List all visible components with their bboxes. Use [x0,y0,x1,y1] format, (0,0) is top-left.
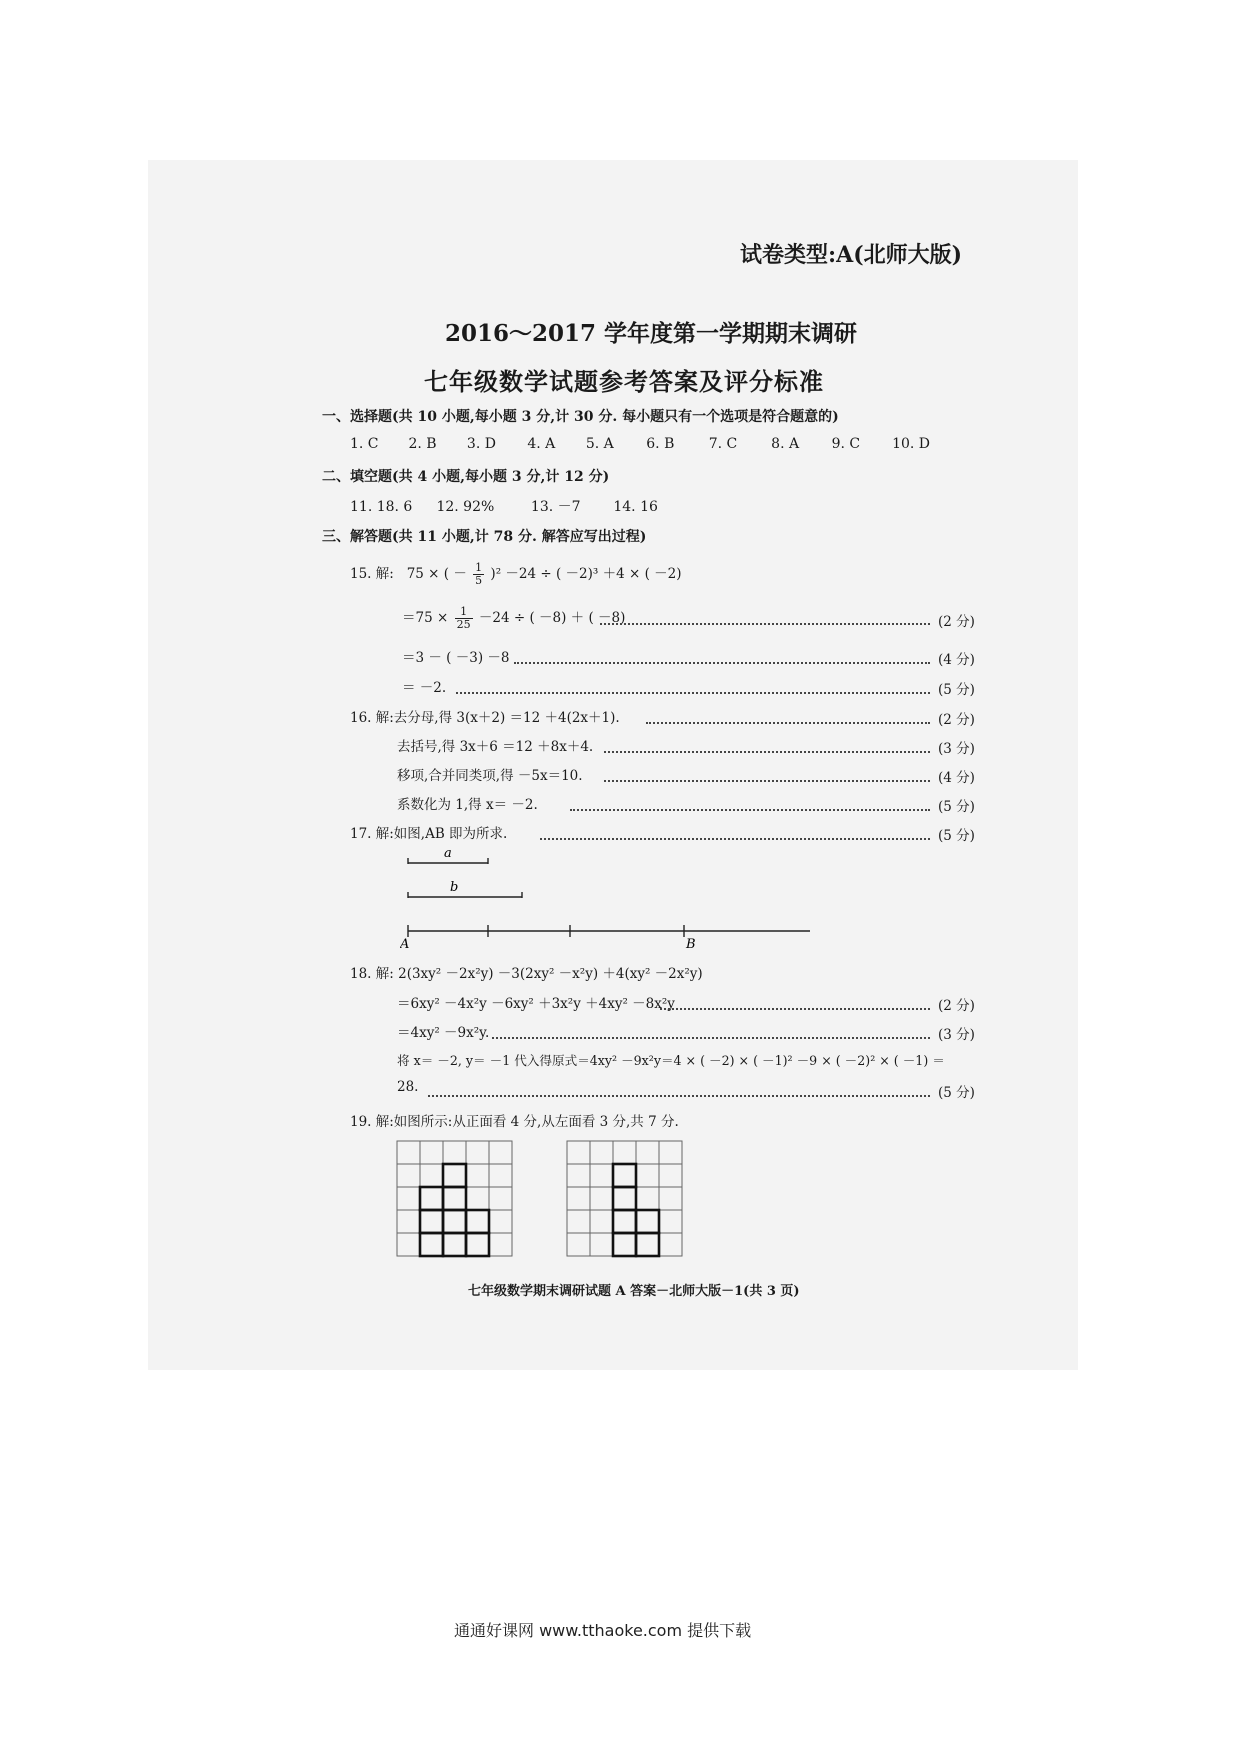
section1-heading: 一、选择题(共 10 小题,每小题 3 分,计 30 分. 每小题只有一个选项是符合题意的) [322,409,839,425]
score-label: (3 分) [938,1027,975,1043]
answer-item: 12. 92% [436,499,495,515]
q15-prefix: 15. 解: [350,566,394,582]
fraction [455,606,473,631]
answer-item: 7. C [708,436,738,452]
site-credit: 通通好课网 www.tthaoke.com 提供下载 [454,1621,752,1640]
fraction [473,562,484,587]
q16-step3: 移项,合并同类项,得 －5x＝10. [397,768,583,784]
score-label: (2 分) [938,998,975,1014]
q18-step1: 18. 解: 2(3xy² －2x²y) －3(2xy² －x²y) ＋4(xy² －2x²y) [350,966,703,982]
exam-title-line1: 2016～2017 学年度第一学期期末调研 [445,320,858,347]
left-view-grid [566,1140,686,1258]
dot-leader [456,692,930,694]
q15-step1 [402,606,625,631]
q17-segment-diagram [400,845,840,950]
answer-item: 10. D [892,436,931,452]
q15-step1-b: －24 ÷ ( －8) ＋ ( －8) [478,610,626,626]
label-b: b [450,880,459,895]
front-view-shape [420,1164,489,1256]
section3-heading: 三、解答题(共 11 小题,计 78 分. 解答应写出过程) [322,529,647,545]
dot-leader [646,722,930,724]
q16-step4: 系数化为 1,得 x＝ －2. [397,797,538,813]
section2-heading: 二、填空题(共 4 小题,每小题 3 分,计 12 分) [322,469,610,485]
fraction-denominator: 5 [475,574,483,587]
q15-expression [350,562,681,587]
grid-border [397,1141,512,1256]
q16-step1: 16. 解:去分母,得 3(x＋2) ＝12 ＋4(2x＋1). [350,710,620,726]
q19-step1: 19. 解:如图所示:从正面看 4 分,从左面看 3 分,共 7 分. [350,1114,679,1130]
q15-step2: ＝3 － ( －3) －8 [402,650,510,666]
score-label: (5 分) [938,1085,975,1101]
answer-item: 5. A [585,436,614,452]
section2-answers [350,496,673,516]
section1-answers [350,436,942,452]
q18-step4: 将 x＝ －2, y＝ －1 代入得原式＝4xy² －9x²y＝4 × ( －2) × ( －1)² －9 × ( －2)² × ( －1) ＝ [397,1053,945,1068]
score-label: (2 分) [938,614,975,630]
answer-item: 11. 18. 6 [350,499,413,515]
answer-item: 6. B [646,436,675,452]
dot-leader [492,1037,930,1039]
fraction-numerator: 1 [455,606,473,619]
q18-step3: ＝4xy² －9x²y. [397,1025,490,1041]
front-view-grid [396,1140,516,1258]
dot-leader [428,1095,930,1097]
left-view-shape [613,1164,659,1256]
answer-item: 4. A [527,436,556,452]
label-A: A [400,937,410,950]
answer-item: 9. C [831,436,861,452]
q15-expr-b: )² －24 ÷ ( －2)³ ＋4 × ( －2) [490,566,682,582]
score-label: (3 分) [938,741,975,757]
q17-step1: 17. 解:如图,AB 即为所求. [350,826,508,842]
score-label: (4 分) [938,652,975,668]
label-a: a [444,846,452,861]
grid-border [567,1141,682,1256]
score-label: (5 分) [938,682,975,698]
answer-item: 2. B [408,436,437,452]
score-label: (5 分) [938,828,975,844]
answer-item: 14. 16 [613,499,658,515]
q16-step2: 去括号,得 3x＋6 ＝12 ＋8x＋4. [397,739,594,755]
fraction-numerator: 1 [475,561,483,574]
dot-leader [600,623,930,625]
score-label: (4 分) [938,770,975,786]
answer-item: 13. －7 [530,499,581,515]
dot-leader [604,780,930,782]
page-footer: 七年级数学期末调研试题 A 答案－北师大版－1(共 3 页) [468,1284,800,1299]
q18-step5: 28. [397,1079,419,1095]
answer-item: 3. D [466,436,496,452]
fraction-denominator: 25 [456,618,471,631]
score-label: (5 分) [938,799,975,815]
dot-leader [514,662,930,664]
q15-expr-a: 75 × ( － [406,566,467,582]
answer-item: 1. C [350,436,379,452]
q15-step3: ＝ －2. [402,680,447,696]
exam-title-line2: 七年级数学试题参考答案及评分标准 [424,367,824,396]
score-label: (2 分) [938,712,975,728]
dot-leader [660,1008,930,1010]
q18-step2: ＝6xy² －4x²y －6xy² ＋3x²y ＋4xy² －8x²y [397,996,675,1012]
answer-item: 8. A [771,436,800,452]
dot-leader [570,809,930,811]
q15-step1-a: ＝75 × [402,610,449,626]
paper-type-label: 试卷类型:A(北师大版) [740,242,963,268]
dot-leader [540,838,930,840]
label-B: B [686,937,696,950]
dot-leader [604,751,930,753]
